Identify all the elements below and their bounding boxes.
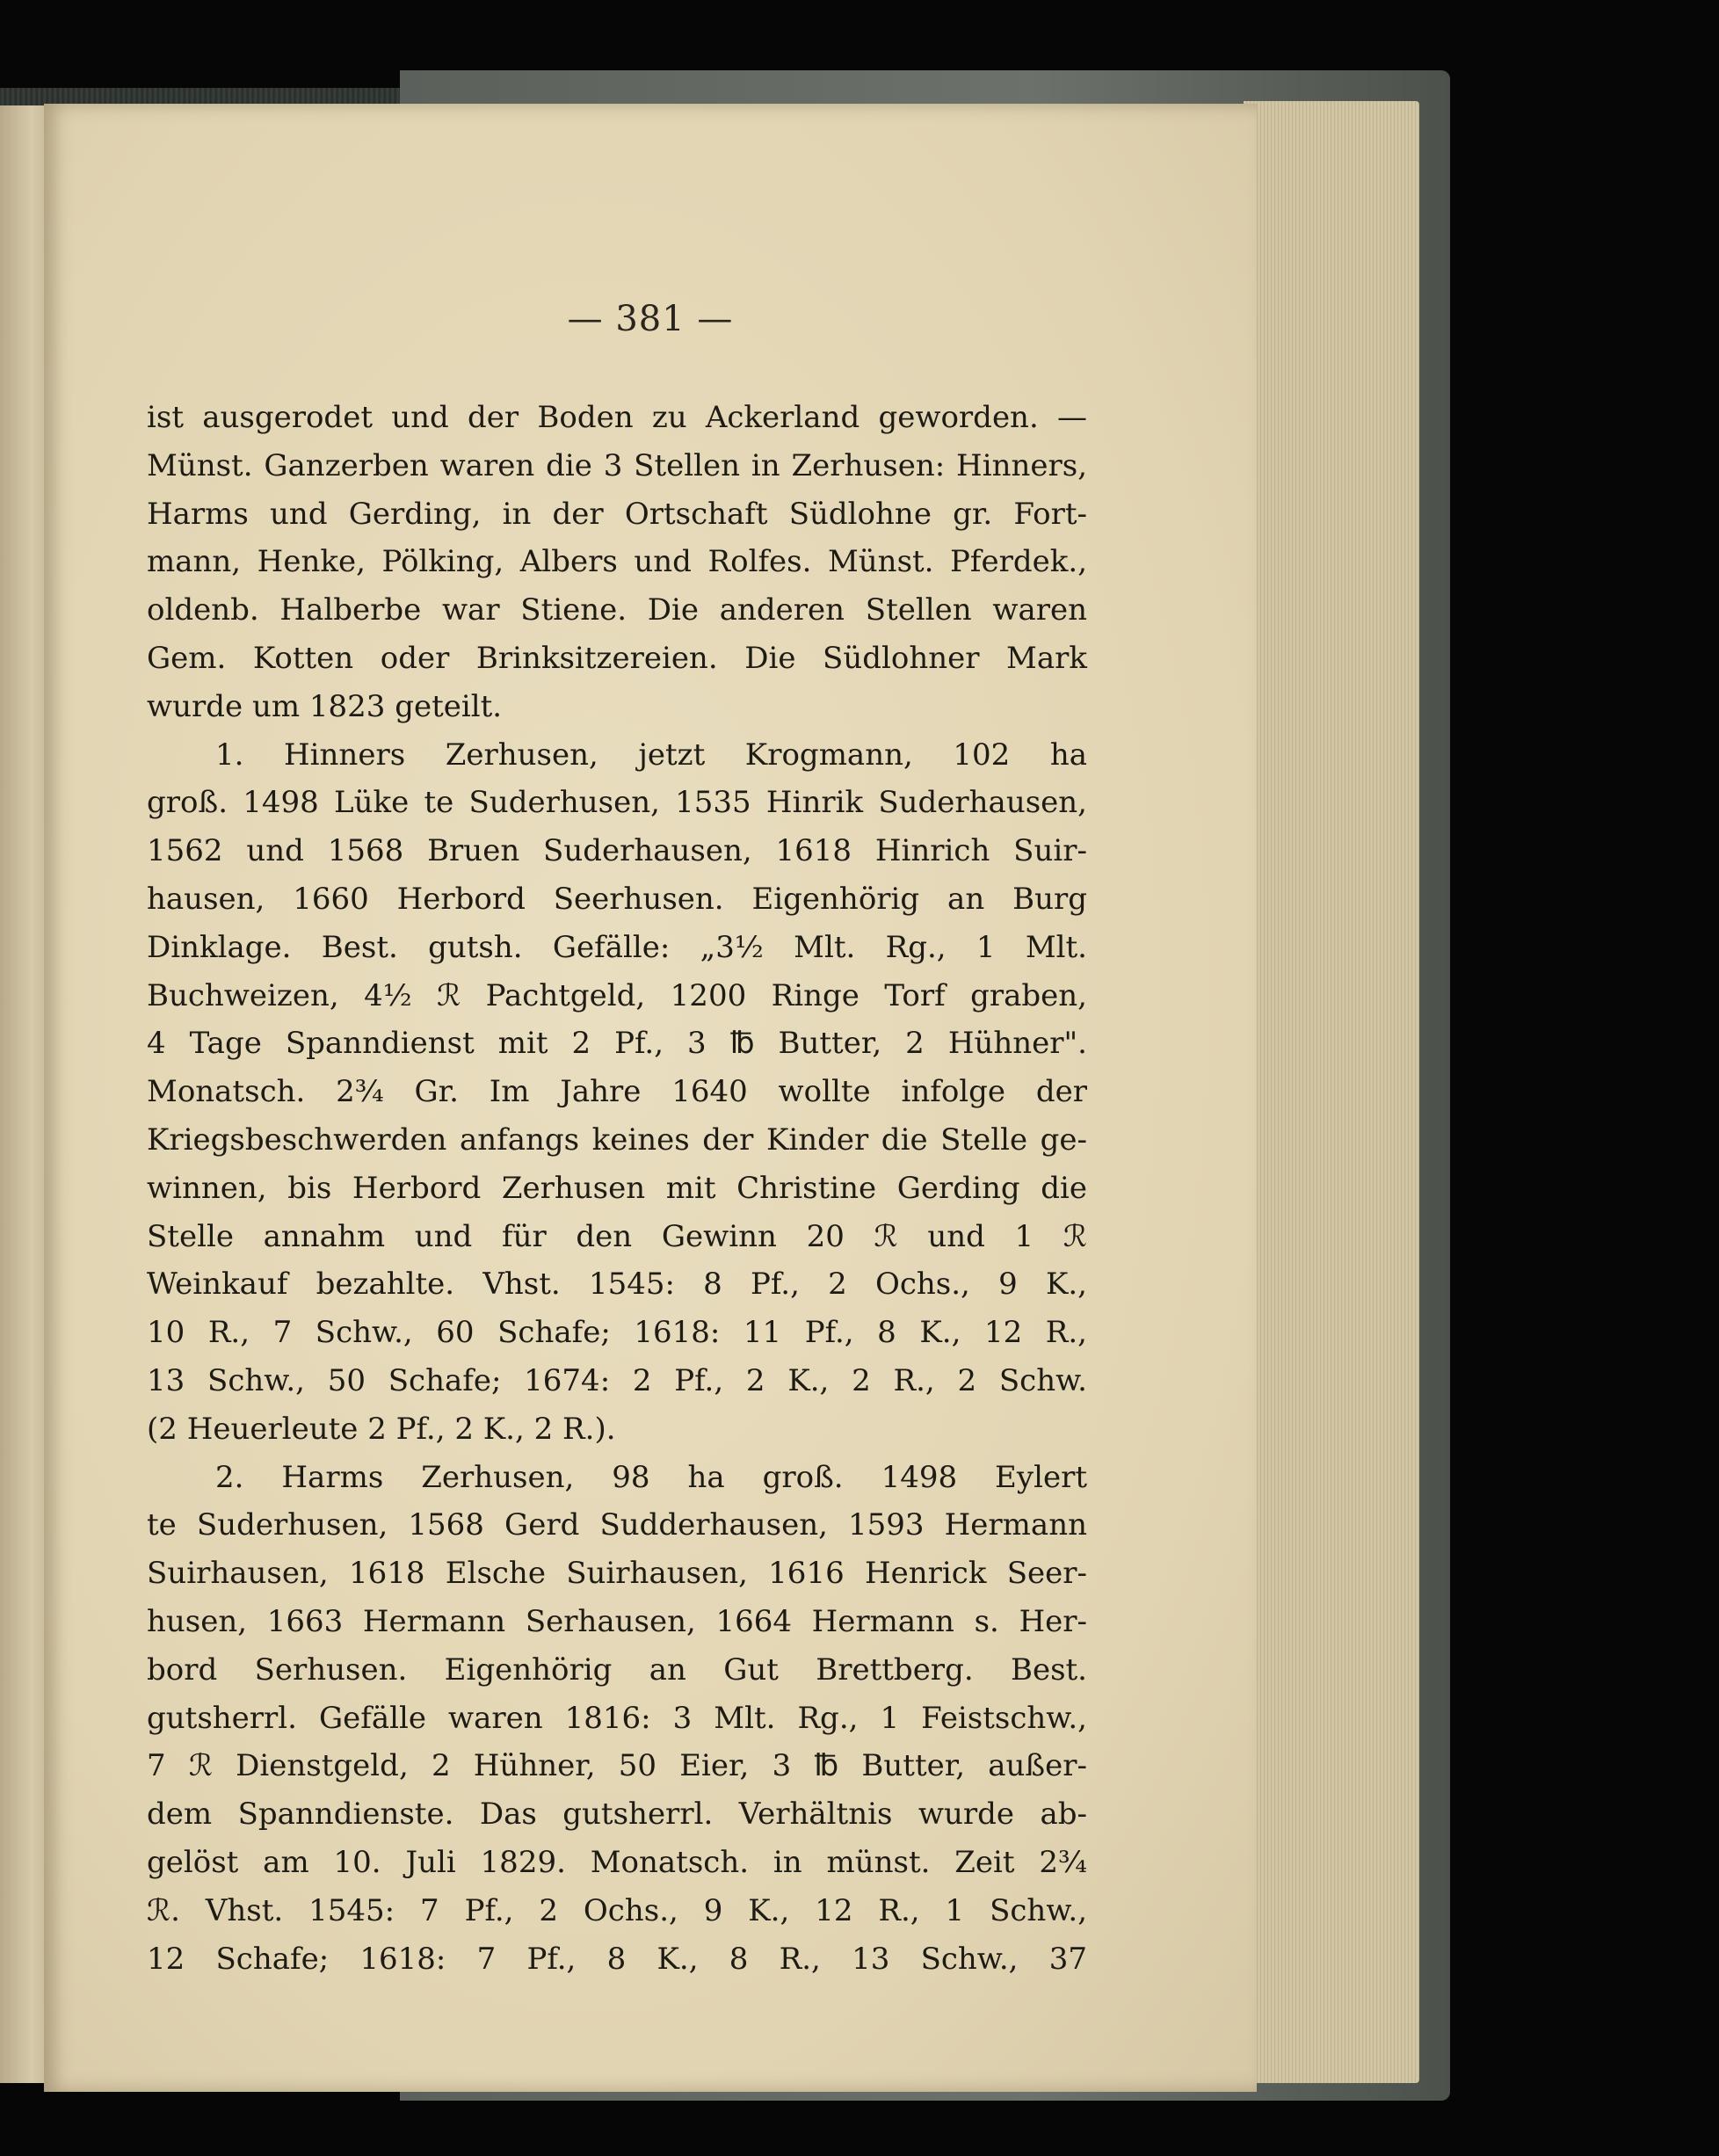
text-line: Harms und Gerding, in der Ortschaft Südlohne gr. Fort- bbox=[147, 496, 1087, 532]
text-line: Weinkauf bezahlte. Vhst. 1545: 8 Pf., 2 Ochs., 9 K., bbox=[147, 1267, 1087, 1303]
text-line: Dinklage. Best. gutsh. Gefälle: „3½ Mlt. Rg., 1 Mlt. bbox=[147, 929, 1087, 965]
text-line: Stelle annahm und für den Gewinn 20 ℛ und 1 ℛ bbox=[147, 1218, 1087, 1254]
text-line: 2. Harms Zerhusen, 98 ha groß. 1498 Eylert bbox=[215, 1459, 1087, 1495]
text-line: 10 R., 7 Schw., 60 Schafe; 1618: 11 Pf., 8 K., 12 R., bbox=[147, 1315, 1087, 1351]
book-page bbox=[44, 104, 1257, 2092]
text-line: ist ausgerodet und der Boden zu Ackerland geworden. — bbox=[147, 400, 1087, 435]
text-line: dem Spanndienste. Das gutsherrl. Verhältnis wurde ab- bbox=[147, 1797, 1087, 1833]
text-line: husen, 1663 Hermann Serhausen, 1664 Hermann s. Her- bbox=[147, 1603, 1087, 1639]
text-line: gutsherrl. Gefälle waren 1816: 3 Mlt. Rg., 1 Feistschw., bbox=[147, 1700, 1087, 1736]
text-line: ℛ. Vhst. 1545: 7 Pf., 2 Ochs., 9 K., 12 R., 1 Schw., bbox=[147, 1892, 1087, 1928]
text-line: 1562 und 1568 Bruen Suderhausen, 1618 Hinrich Suir- bbox=[147, 833, 1087, 869]
text-line: groß. 1498 Lüke te Suderhusen, 1535 Hinrik Suderhausen, bbox=[147, 785, 1087, 821]
text-line: 13 Schw., 50 Schafe; 1674: 2 Pf., 2 K., 2 R., 2 Schw. bbox=[147, 1362, 1087, 1398]
body-text bbox=[147, 394, 1087, 1983]
text-line: Suirhausen, 1618 Elsche Suirhausen, 1616 Henrick Seer- bbox=[147, 1556, 1087, 1592]
text-line: hausen, 1660 Herbord Seerhusen. Eigenhörig an Burg bbox=[147, 881, 1087, 917]
page-number: — 381 — bbox=[567, 299, 734, 339]
text-line: 4 Tage Spanndienst mit 2 Pf., 3 ℔ Butter, 2 Hühner". bbox=[147, 1026, 1087, 1062]
text-line: wurde um 1823 geteilt. bbox=[147, 688, 503, 724]
text-line: bord Serhusen. Eigenhörig an Gut Brettberg. Best. bbox=[147, 1651, 1087, 1688]
text-line: winnen, bis Herbord Zerhusen mit Christine Gerding die bbox=[147, 1170, 1087, 1206]
text-line: Buchweizen, 4½ ℛ Pachtgeld, 1200 Ringe Torf graben, bbox=[147, 977, 1087, 1013]
text-line: 1. Hinners Zerhusen, jetzt Krogmann, 102 ha bbox=[215, 737, 1087, 773]
text-line: oldenb. Halberbe war Stiene. Die anderen Stellen waren bbox=[147, 592, 1087, 628]
text-line: Gem. Kotten oder Brinksitzereien. Die Südlohner Mark bbox=[147, 640, 1087, 676]
text-line: Monatsch. 2¾ Gr. Im Jahre 1640 wollte infolge der bbox=[147, 1074, 1087, 1110]
text-line: gelöst am 10. Juli 1829. Monatsch. in münst. Zeit 2¾ bbox=[147, 1844, 1087, 1880]
text-line: mann, Henke, Pölking, Albers und Rolfes. Münst. Pferdek., bbox=[147, 544, 1087, 580]
text-line: (2 Heuerleute 2 Pf., 2 K., 2 R.). bbox=[147, 1411, 616, 1447]
text-line: 12 Schafe; 1618: 7 Pf., 8 K., 8 R., 13 Schw., 37 bbox=[147, 1941, 1087, 1977]
text-line: Kriegsbeschwerden anfangs keines der Kinder die Stelle ge- bbox=[147, 1122, 1087, 1158]
text-line: Münst. Ganzerben waren die 3 Stellen in Zerhusen: Hinners, bbox=[147, 447, 1087, 483]
page-edges bbox=[1244, 101, 1419, 2083]
text-line: 7 ℛ Dienstgeld, 2 Hühner, 50 Eier, 3 ℔ Butter, außer- bbox=[147, 1748, 1087, 1784]
text-line: te Suderhusen, 1568 Gerd Sudderhausen, 1593 Hermann bbox=[147, 1507, 1087, 1543]
